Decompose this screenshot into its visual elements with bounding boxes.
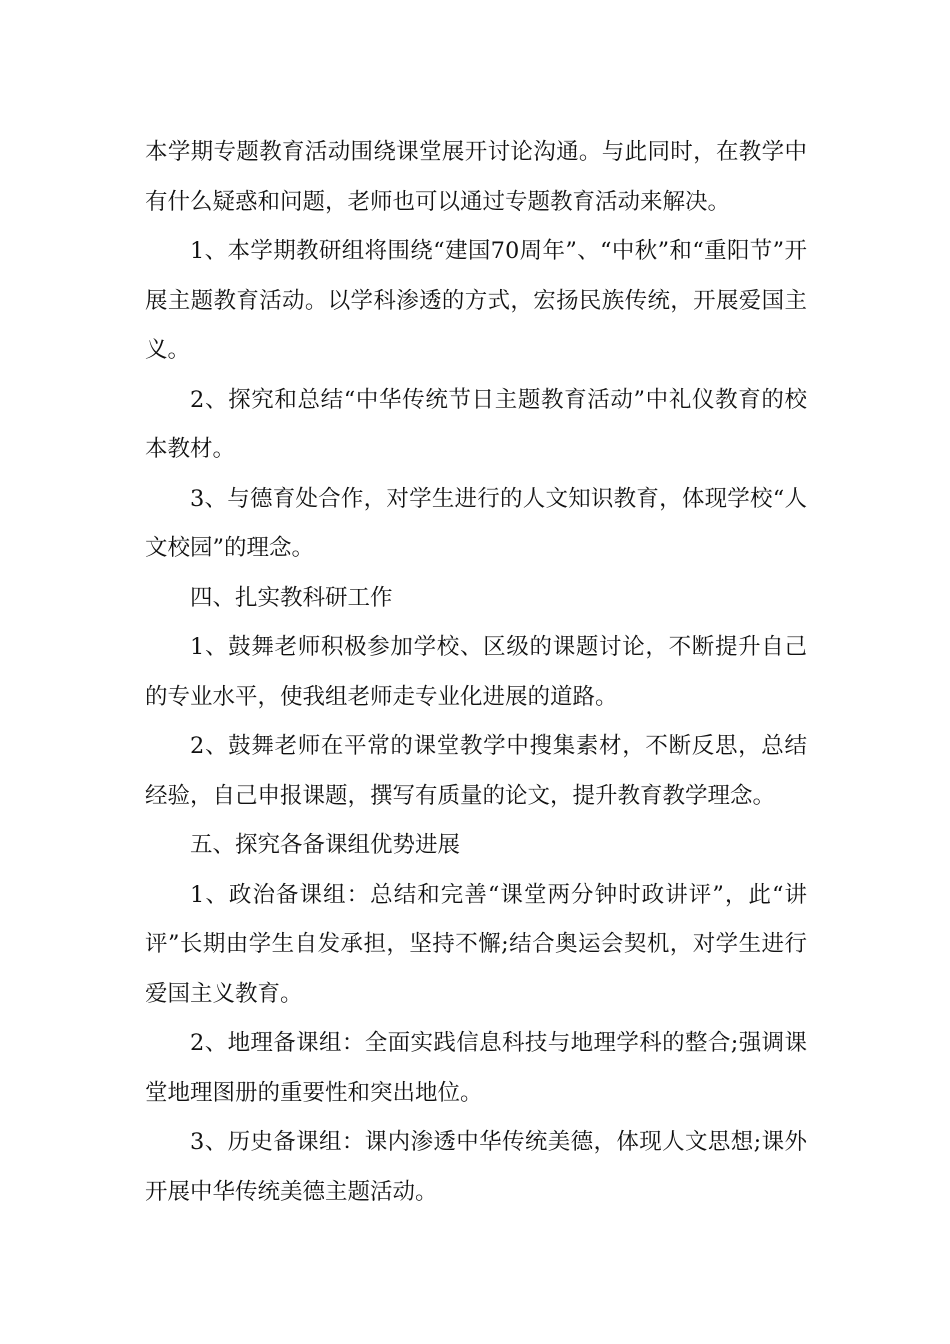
paragraph-intro: 本学期专题教育活动围绕课堂展开讨论沟通。与此同时，在教学中有什么疑惑和问题，老师也可以通过专题教育活动来解决。 (145, 139, 807, 215)
paragraph-item-3-humanities: 3、与德育处合作，对学生进行的人文知识教育，体现学校“人文校园”的理念。 (145, 485, 807, 561)
paragraph-research-1: 1、鼓舞老师积极参加学校、区级的课题讨论，不断提升自己的专业水平，使我组老师走专业化进展的道路。 (145, 634, 807, 710)
paragraph-research-2: 2、鼓舞老师在平常的课堂教学中搜集素材，不断反思，总结经验，自己申报课题，撰写有质量的论文，提升教育教学理念。 (145, 733, 807, 809)
paragraph-item-2-etiquette: 2、探究和总结“中华传统节日主题教育活动”中礼仪教育的校本教材。 (145, 386, 807, 462)
document-body (145, 128, 807, 1217)
paragraph-item-1-themes: 1、本学期教研组将围绕“建国70周年”、“中秋”和“重阳节”开展主题教育活动。以学科渗透的方式，宏扬民族传统，开展爱国主义。 (145, 238, 807, 363)
section-heading-research: 四、扎实教科研工作 (190, 584, 393, 611)
paragraph-history-group: 3、历史备课组：课内渗透中华传统美德，体现人文思想;课外开展中华传统美德主题活动。 (145, 1129, 807, 1205)
section-heading-groups: 五、探究各备课组优势进展 (190, 832, 461, 858)
paragraph-geography-group: 2、地理备课组：全面实践信息科技与地理学科的整合;强调课堂地理图册的重要性和突出地位。 (145, 1030, 807, 1106)
paragraph-politics-group: 1、政治备课组：总结和完善“课堂两分钟时政讲评”，此“讲评”长期由学生自发承担，坚持不懈;结合奥运会契机，对学生进行爱国主义教育。 (145, 881, 807, 1007)
